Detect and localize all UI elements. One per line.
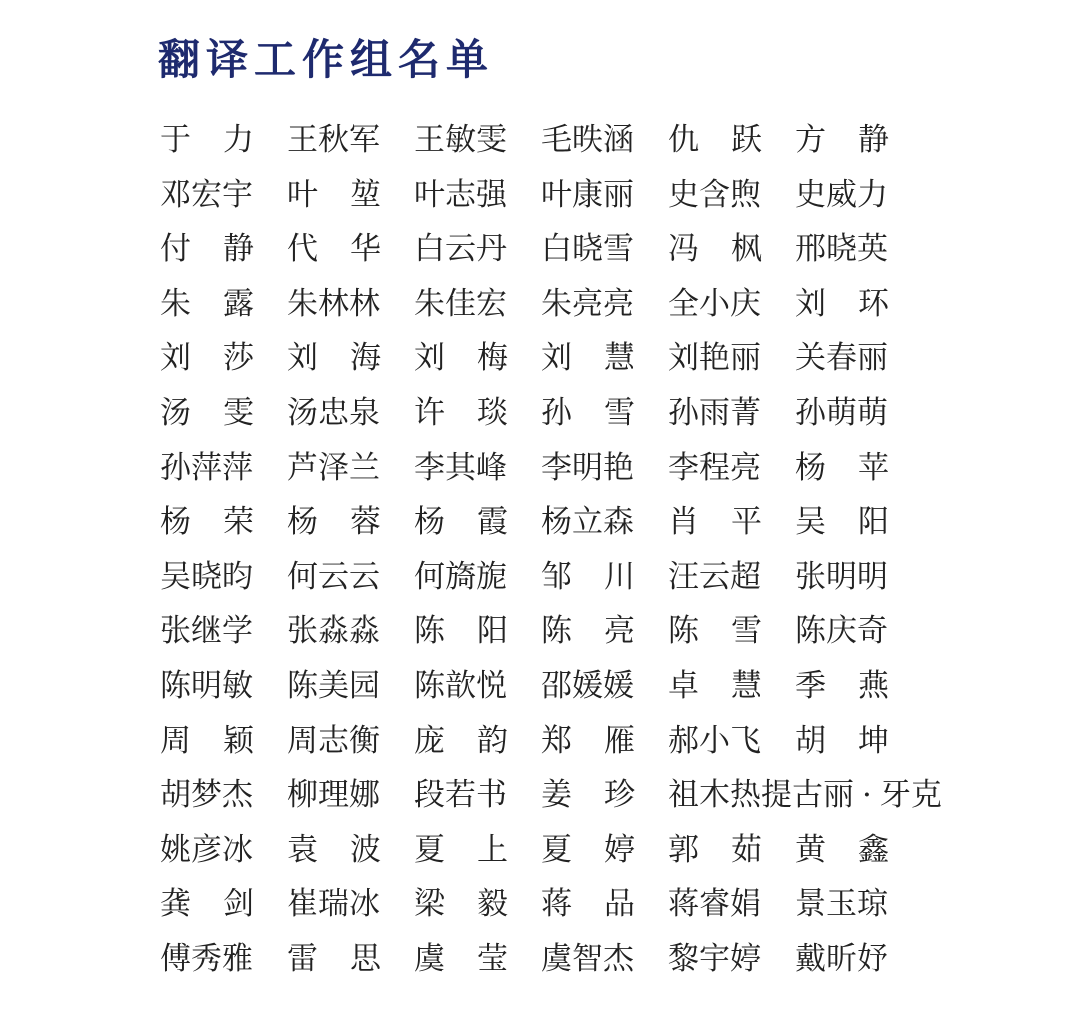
name-entry: 朱亮亮 (541, 285, 634, 322)
name-entry: 刘 海 (287, 340, 381, 377)
name-row (160, 823, 1020, 878)
name-entry: 吴晓昀 (160, 558, 253, 595)
name-entry: 朱 露 (160, 285, 254, 322)
name-entry: 叶 堃 (287, 176, 381, 213)
name-row (160, 441, 1020, 496)
name-entry: 景玉琼 (795, 886, 888, 923)
name-entry: 刘艳丽 (668, 340, 761, 377)
name-entry: 邓宏宇 (160, 176, 253, 213)
name-entry: 全小庆 (668, 285, 761, 322)
name-entry: 杨立森 (541, 504, 634, 541)
name-entry: 吴 阳 (795, 504, 889, 541)
name-entry: 陈美园 (287, 667, 380, 704)
name-entry: 刘 梅 (414, 340, 508, 377)
name-row (160, 495, 1020, 550)
name-entry: 庞 韵 (414, 722, 508, 759)
name-entry: 叶康丽 (541, 176, 634, 213)
name-entry: 王秋军 (287, 122, 380, 158)
name-entry: 周志衡 (287, 722, 380, 759)
name-row (160, 768, 1020, 823)
name-entry: 崔瑞冰 (287, 886, 380, 923)
name-entry: 郑 雁 (541, 722, 635, 759)
name-row (160, 168, 1020, 223)
name-entry: 邹 川 (541, 558, 635, 595)
name-entry: 杨 蓉 (287, 504, 381, 541)
name-entry: 朱佳宏 (414, 285, 507, 322)
name-entry: 何云云 (287, 558, 380, 595)
name-entry: 何旖旎 (414, 558, 507, 595)
name-entry: 王敏雯 (414, 122, 507, 158)
name-row (160, 659, 1020, 714)
page-title: 翻译工作组名单 (158, 35, 495, 84)
name-list (160, 113, 1020, 987)
name-entry: 梁 毅 (414, 886, 508, 923)
name-entry: 虞智杰 (541, 940, 634, 977)
name-entry: 黄 鑫 (795, 831, 889, 868)
name-entry: 虞 莹 (414, 940, 508, 977)
name-entry: 李程亮 (668, 449, 761, 486)
name-entry: 段若书 (414, 777, 507, 814)
name-entry: 傅秀雅 (160, 940, 253, 977)
name-row (160, 113, 1020, 168)
name-entry: 柳理娜 (287, 777, 380, 814)
name-row (160, 604, 1020, 659)
name-entry: 刘 环 (795, 285, 889, 322)
name-entry: 刘 慧 (541, 340, 635, 377)
name-entry: 袁 波 (287, 831, 381, 868)
name-entry: 杨 荣 (160, 504, 254, 541)
name-row (160, 932, 1020, 987)
name-entry: 张淼淼 (287, 613, 380, 650)
name-entry: 关春丽 (795, 340, 888, 377)
name-entry: 汤忠泉 (287, 394, 380, 431)
name-entry: 于 力 (160, 122, 254, 158)
name-entry: 陈 亮 (541, 613, 635, 650)
name-entry: 冯 枫 (668, 231, 762, 268)
name-entry: 汤 雯 (160, 394, 254, 431)
name-entry: 肖 平 (668, 504, 762, 541)
name-entry: 孙雨菁 (668, 394, 761, 431)
name-entry: 陈明敏 (160, 667, 253, 704)
name-entry: 孙萌萌 (795, 394, 888, 431)
name-entry: 仇 跃 (668, 122, 762, 158)
name-entry: 胡 坤 (795, 722, 889, 759)
name-entry: 白云丹 (414, 231, 507, 268)
name-entry: 雷 思 (287, 940, 381, 977)
name-entry: 方 静 (795, 122, 889, 158)
name-entry: 蒋 品 (541, 886, 635, 923)
name-row (160, 714, 1020, 769)
name-entry: 孙萍萍 (160, 449, 253, 486)
name-entry: 李其峰 (414, 449, 507, 486)
name-entry: 张明明 (795, 558, 888, 595)
name-row (160, 550, 1020, 605)
name-entry: 白晓雪 (541, 231, 634, 268)
name-entry: 姚彦冰 (160, 831, 253, 868)
name-entry: 姜 珍 (541, 777, 635, 814)
name-row (160, 386, 1020, 441)
name-entry: 龚 剑 (160, 886, 254, 923)
name-entry: 胡梦杰 (160, 777, 253, 814)
name-entry: 毛昳涵 (541, 122, 634, 158)
name-entry: 周 颖 (160, 722, 254, 759)
name-entry: 刘 莎 (160, 340, 254, 377)
name-entry: 戴昕妤 (795, 940, 888, 977)
name-row (160, 877, 1020, 932)
name-entry: 祖木热提古丽 · 牙克 (668, 777, 942, 814)
name-entry: 郭 茹 (668, 831, 762, 868)
name-row (160, 222, 1020, 277)
name-entry: 邵媛媛 (541, 667, 634, 704)
name-entry: 孙 雪 (541, 394, 635, 431)
name-entry: 芦泽兰 (287, 449, 380, 486)
name-entry: 史威力 (795, 176, 888, 213)
name-entry: 张继学 (160, 613, 253, 650)
name-entry: 李明艳 (541, 449, 634, 486)
name-entry: 陈 阳 (414, 613, 508, 650)
name-entry: 杨 霞 (414, 504, 508, 541)
name-entry: 季 燕 (795, 667, 889, 704)
name-entry: 杨 苹 (795, 449, 889, 486)
name-entry: 邢晓英 (795, 231, 888, 268)
name-entry: 陈 雪 (668, 613, 762, 650)
name-entry: 史含煦 (668, 176, 761, 213)
name-entry: 夏 婷 (541, 831, 635, 868)
name-entry: 付 静 (160, 231, 254, 268)
name-entry: 黎宇婷 (668, 940, 761, 977)
name-entry: 许 琰 (414, 394, 508, 431)
name-entry: 郝小飞 (668, 722, 761, 759)
name-entry: 汪云超 (668, 558, 761, 595)
name-entry: 代 华 (287, 231, 381, 268)
name-row (160, 277, 1020, 332)
name-row (160, 331, 1020, 386)
name-entry: 陈庆奇 (795, 613, 888, 650)
name-entry: 陈歆悦 (414, 667, 507, 704)
name-entry: 夏 上 (414, 831, 508, 868)
name-entry: 朱林林 (287, 285, 380, 322)
name-entry: 卓 慧 (668, 667, 762, 704)
name-entry: 叶志强 (414, 176, 507, 213)
name-entry: 蒋睿娟 (668, 886, 761, 923)
